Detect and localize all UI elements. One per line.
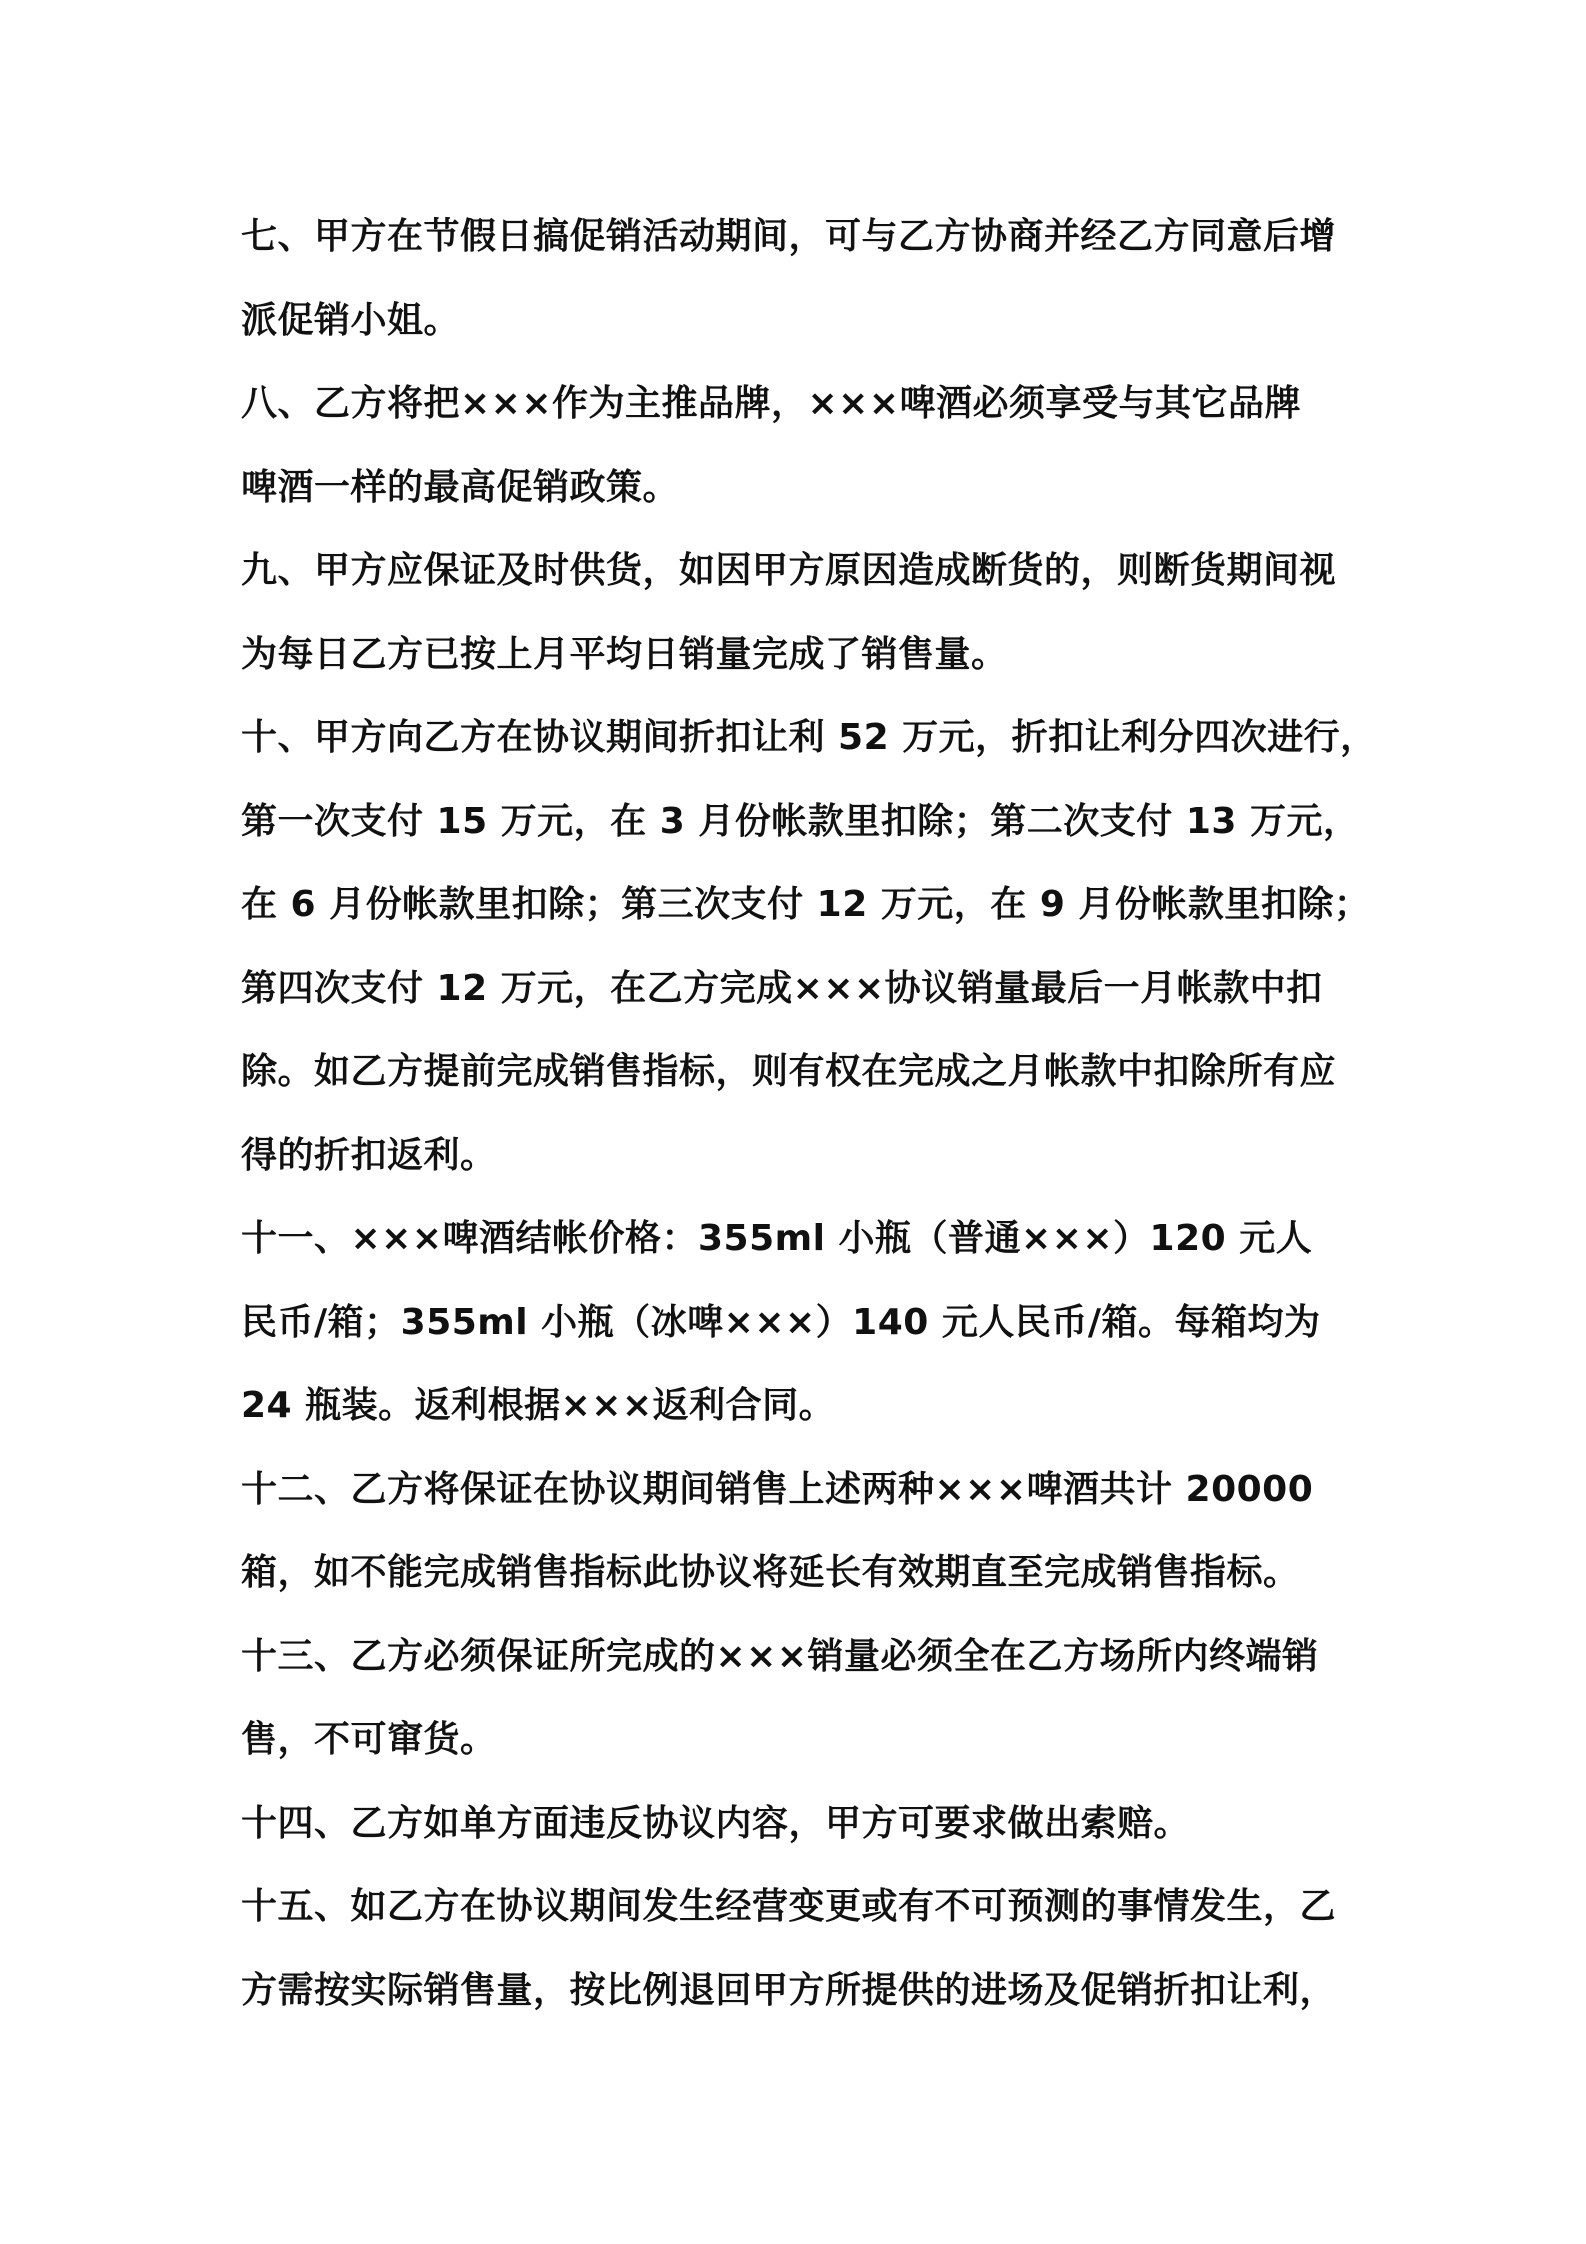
clause-8-line-2: 啤酒一样的最高促销政策。 [241,466,680,508]
clause-9-line-1: 九、甲方应保证及时供货，如因甲方原因造成断货的，则断货期间视 [241,550,1337,591]
clause-11-line-3: 24 瓶装。返利根据×××返利合同。 [241,1385,836,1426]
document-body [241,195,1381,2032]
clause-10-line-6: 得的折扣返利。 [241,1134,497,1176]
clause-7-line-2: 派促销小姐。 [241,299,461,341]
clause-12-line-1: 十二、乙方将保证在协议期间销售上述两种×××啤酒共计 20000 [241,1468,1314,1510]
clause-10-line-5: 除。如乙方提前完成销售指标，则有权在完成之月帐款中扣除所有应 [241,1051,1337,1092]
clause-13-line-2: 售，不可窜货。 [241,1719,497,1760]
clause-10-line-4: 第四次支付 12 万元，在乙方完成×××协议销量最后一月帐款中扣 [241,967,1323,1009]
clause-7-line-1: 七、甲方在节假日搞促销活动期间，可与乙方协商并经乙方同意后增 [241,216,1337,257]
clause-11-line-1: 十一、×××啤酒结帐价格：355ml 小瓶（普通×××）120 元人 [241,1218,1313,1259]
clause-10-line-2: 第一次支付 15 万元，在 3 月份帐款里扣除；第二次支付 13 万元， [241,800,1360,842]
clause-9-line-2: 为每日乙方已按上月平均日销量完成了销售量。 [241,633,1008,675]
clause-15-line-1: 十五、如乙方在协议期间发生经营变更或有不可预测的事情发生，乙 [241,1886,1337,1927]
clause-13-line-1: 十三、乙方必须保证所完成的×××销量必须全在乙方场所内终端销 [241,1635,1319,1677]
clause-10-line-3: 在 6 月份帐款里扣除；第三次支付 12 万元，在 9 月份帐款里扣除； [241,884,1371,925]
clause-11-line-2: 民币/箱；355ml 小瓶（冰啤×××）140 元人民币/箱。每箱均为 [241,1301,1321,1343]
clause-15-line-2: 方需按实际销售量，按比例退回甲方所提供的进场及促销折扣让利， [241,1969,1337,2011]
clause-10-line-1: 十、甲方向乙方在协议期间折扣让利 52 万元，折扣让利分四次进行， [241,717,1377,758]
clause-12-line-2: 箱，如不能完成销售指标此协议将延长有效期直至完成销售指标。 [241,1552,1300,1593]
clause-8-line-1: 八、乙方将把×××作为主推品牌，×××啤酒必须享受与其它品牌 [241,383,1301,424]
clause-14-line-1: 十四、乙方如单方面违反协议内容，甲方可要求做出索赔。 [241,1802,1191,1844]
